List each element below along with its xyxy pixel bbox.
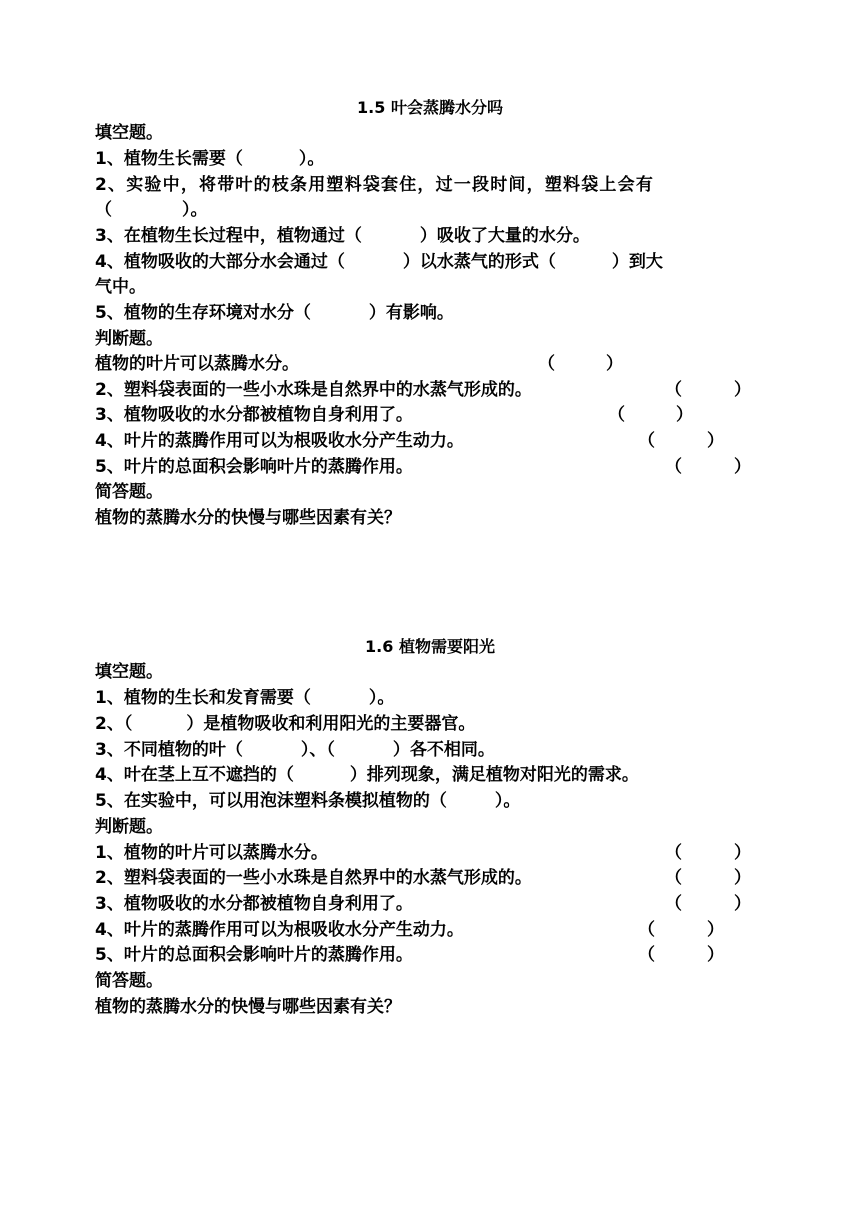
paren-close: ） [734,868,751,888]
section-2-judge-heading: 判断题。 [95,817,163,837]
section-2-fill-heading: 填空题。 [95,662,163,682]
s2-judge-q1: 1、植物的叶片可以蒸腾水分。 [95,843,328,863]
s1-judge-q4: 4、叶片的蒸腾作用可以为根吸收水分产生动力。 [95,431,464,451]
section-2-short-heading: 简答题。 [95,971,163,991]
s1-fill-q2-line2: （ ）。 [95,200,208,220]
paren-open: （ [665,894,682,914]
s2-fill-q4: 4、叶在茎上互不遮挡的（ ）排列现象，满足植物对阳光的需求。 [95,765,639,785]
s2-fill-q5: 5、在实验中，可以用泡沫塑料条模拟植物的（ ）。 [95,791,521,811]
s1-fill-q2-line1: 2、实验中，将带叶的枝条用塑料袋套住，过一段时间，塑料袋上会有 [95,175,655,195]
paren-open: （ [638,920,655,940]
s1-judge-q1: 植物的叶片可以蒸腾水分。 [95,354,299,374]
s2-judge-q2: 2、塑料袋表面的一些小水珠是自然界中的水蒸气形成的。 [95,868,532,888]
paren-open: （ [638,945,655,965]
paren-close: ） [676,405,693,425]
s2-short-q1: 植物的蒸腾水分的快慢与哪些因素有关？ [95,997,401,1017]
paren-open: （ [538,354,555,374]
s1-fill-q4-line1: 4、植物吸收的大部分水会通过（ ）以水蒸气的形式（ ）到大 [95,252,663,272]
paren-open: （ [638,431,655,451]
s1-fill-q4-line2: 气中。 [95,277,146,297]
s1-fill-q5: 5、植物的生存环境对水分（ ）有影响。 [95,303,454,323]
section-1-short-heading: 简答题。 [95,482,163,502]
paren-close: ） [707,945,724,965]
section-1-title: 1.5 叶会蒸腾水分吗 [357,98,503,117]
paren-open: （ [665,843,682,863]
paren-close: ） [707,431,724,451]
paren-close: ） [734,894,751,914]
s2-judge-q5: 5、叶片的总面积会影响叶片的蒸腾作用。 [95,945,413,965]
s2-fill-q2: 2、（ ）是植物吸收和利用阳光的主要器官。 [95,714,476,734]
s1-fill-q3: 3、在植物生长过程中，植物通过（ ）吸收了大量的水分。 [95,226,590,246]
s1-fill-q1: 1、植物生长需要（ ）。 [95,149,325,169]
s1-judge-q3: 3、植物吸收的水分都被植物自身利用了。 [95,405,413,425]
s2-judge-q3: 3、植物吸收的水分都被植物自身利用了。 [95,894,413,914]
s2-fill-q1: 1、植物的生长和发育需要（ ）。 [95,688,395,708]
paren-close: ） [734,457,751,477]
s1-short-q1: 植物的蒸腾水分的快慢与哪些因素有关？ [95,508,401,528]
paren-close: ） [606,354,623,374]
paren-close: ） [734,843,751,863]
paren-open: （ [608,405,625,425]
paren-open: （ [665,868,682,888]
paren-open: （ [665,457,682,477]
section-1-judge-heading: 判断题。 [95,329,163,349]
section-2-title: 1.6 植物需要阳光 [365,637,495,656]
section-1-fill-heading: 填空题。 [95,123,163,143]
s1-judge-q2: 2、塑料袋表面的一些小水珠是自然界中的水蒸气形成的。 [95,380,532,400]
paren-close: ） [734,380,751,400]
s1-judge-q5: 5、叶片的总面积会影响叶片的蒸腾作用。 [95,457,413,477]
paren-close: ） [707,920,724,940]
paren-open: （ [665,380,682,400]
s2-fill-q3: 3、不同植物的叶（ ）、（ ）各不相同。 [95,740,495,760]
s2-judge-q4: 4、叶片的蒸腾作用可以为根吸收水分产生动力。 [95,920,464,940]
